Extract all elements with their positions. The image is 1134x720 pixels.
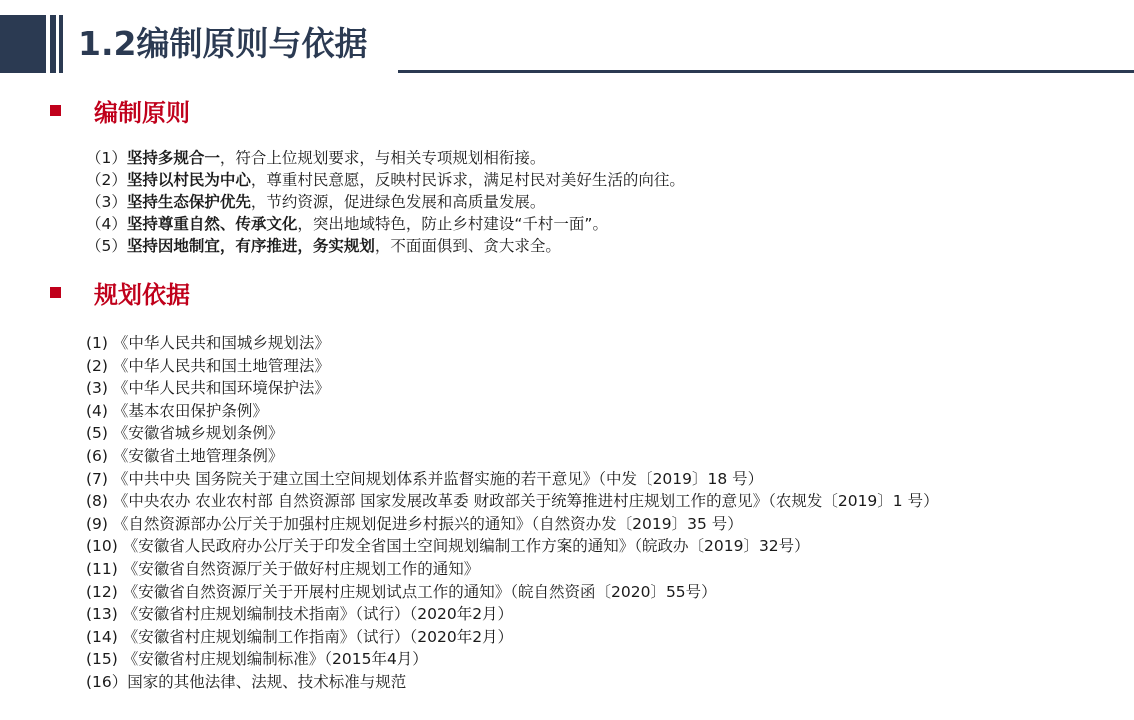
basis-item: (5) 《安徽省城乡规划条例》 [86,424,284,443]
basis-item: (1) 《中华人民共和国城乡规划法》 [86,334,330,352]
item-text: ，不面面俱到、贪大求全。 [374,237,561,255]
basis-item: (14) 《安徽省村庄规划编制工作指南》（试行）（2020年2月） [86,627,514,646]
page-title: 1.2编制原则与依据 [78,24,368,63]
basis-item: (4) 《基本农田保护条例》 [86,401,268,420]
item-emphasis: 坚持生态保护优先 [126,193,251,211]
basis-item: (6) 《安徽省土地管理条例》 [86,446,284,465]
item-number: （2） [86,171,127,189]
section-heading-principles [50,93,190,127]
decoration-bar-thinnest [59,15,63,73]
section-title: 规划依据 [94,280,190,309]
principle-item [86,191,685,213]
item-emphasis: 坚持以村民为中心 [126,171,251,189]
square-bullet-icon [50,105,61,116]
basis-list [86,332,939,694]
decoration-bar-thin [50,15,56,73]
item-text: ，符合上位规划要求，与相关专项规划相衔接。 [219,149,546,167]
basis-item: (9) 《自然资源部办公厅关于加强村庄规划促进乡村振兴的通知》（自然资办发〔2019〕35 号） [86,514,743,533]
principles-list [86,147,685,257]
basis-item: (15) 《安徽省村庄规划编制标准》（2015年4月） [86,650,428,669]
basis-item: (12) 《安徽省自然资源厅关于开展村庄规划试点工作的通知》（皖自然资函〔2020〕55号） [86,582,717,601]
title-underline [398,70,1134,73]
basis-item: (11) 《安徽省自然资源厅关于做好村庄规划工作的通知》 [86,559,480,578]
square-bullet-icon [50,287,61,298]
basis-item: (16）国家的其他法律、法规、技术标准与规范 [86,672,407,691]
basis-item: (10) 《安徽省人民政府办公厅关于印发全省国土空间规划编制工作方案的通知》（皖政办〔2019〕32号） [86,537,810,556]
basis-item: (13) 《安徽省村庄规划编制技术指南》（试行）（2020年2月） [86,605,514,624]
item-text: ，突出地域特色，防止乡村建设“千村一面”。 [297,215,608,233]
section-title: 编制原则 [94,98,190,127]
item-number: （4） [86,215,127,233]
decoration-bar-wide [0,15,46,73]
item-emphasis: 坚持因地制宜，有序推进，务实规划 [126,237,375,255]
basis-item: (2) 《中华人民共和国土地管理法》 [86,356,330,375]
basis-item: (3) 《中华人民共和国环境保护法》 [86,379,330,398]
principle-item [86,235,685,257]
item-number: （1） [86,149,127,167]
item-number: （5） [86,237,127,255]
item-emphasis: 坚持多规合一 [126,149,220,167]
section-heading-basis [50,275,190,309]
basis-item: (7) 《中共中央 国务院关于建立国土空间规划体系并监督实施的若干意见》（中发〔2019〕18 号） [86,469,764,488]
principle-item [86,169,685,191]
title-decoration-bars [0,15,66,73]
item-text: ，尊重村民意愿，反映村民诉求，满足村民对美好生活的向往。 [250,171,685,189]
basis-item: (8) 《中央农办 农业农村部 自然资源部 国家发展改革委 财政部关于统筹推进村庄规划工作的意见》（农规发〔2019〕1 号） [86,492,939,511]
principle-item [86,213,685,235]
item-emphasis: 坚持尊重自然、传承文化 [126,215,298,233]
item-number: （3） [86,193,127,211]
principle-item [86,147,685,169]
item-text: ，节约资源，促进绿色发展和高质量发展。 [250,193,546,211]
